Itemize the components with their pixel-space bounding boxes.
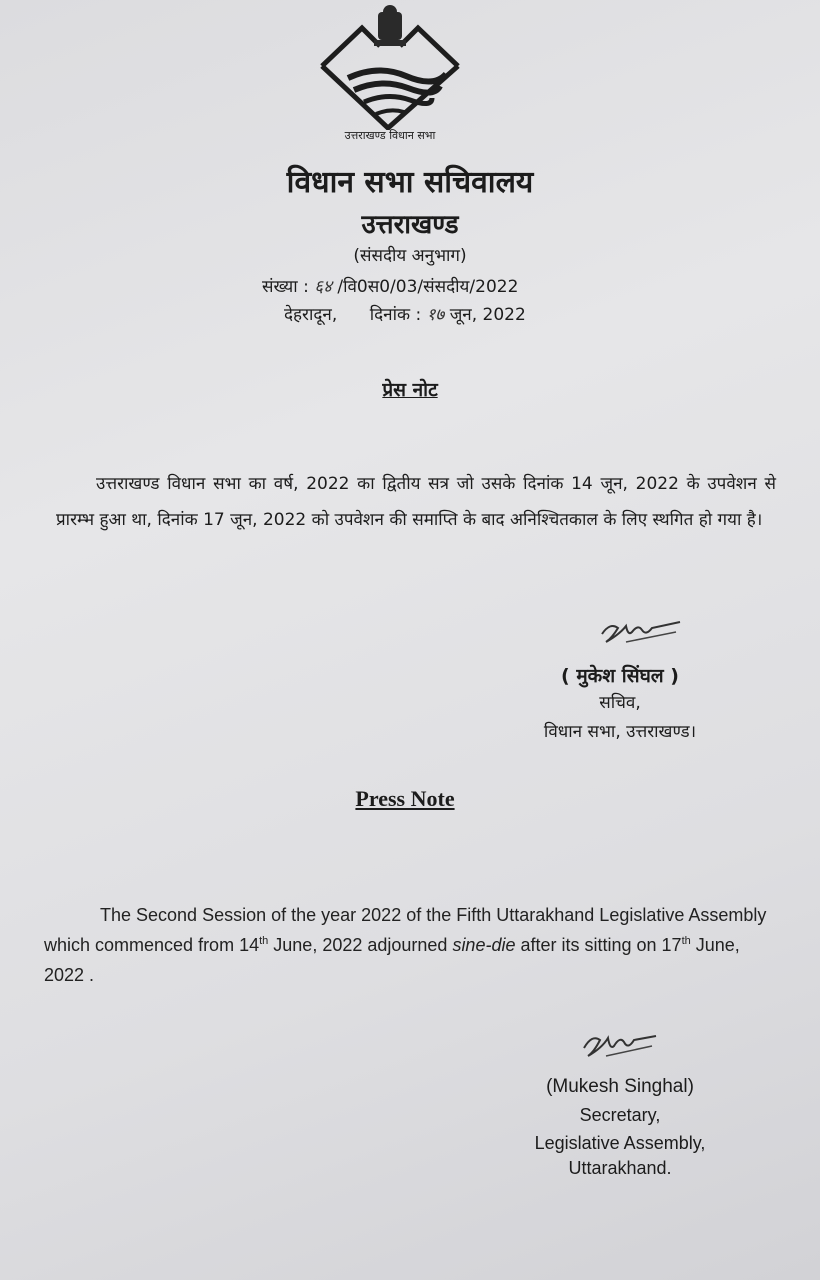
section-name: (संसदीय अनुभाग): [353, 246, 467, 266]
ordinal-suffix-1: th: [259, 935, 269, 947]
english-signatory-name: (Mukesh Singhal): [546, 1076, 694, 1097]
uttarakhand-assembly-emblem-icon: [318, 2, 462, 130]
date-label: दिनांक :: [369, 305, 422, 325]
english-signatory-office: Legislative Assembly,: [534, 1133, 706, 1153]
english-press-note-body: [44, 900, 770, 990]
body-part-4: June, 2022 .: [44, 935, 740, 985]
hindi-press-note-title: प्रेस नोट: [382, 379, 438, 401]
english-signatory-state: Uttarakhand.: [568, 1158, 672, 1178]
reference-suffix: /वि0स0/03/संसदीय/2022: [337, 277, 519, 297]
ordinal-suffix-2: th: [681, 935, 691, 947]
signature-icon: [580, 1024, 660, 1064]
body-part-2: June, 2022 adjourned: [268, 935, 453, 955]
hindi-signatory-designation: सचिव,: [599, 693, 641, 713]
hindi-signatory-office: विधान सभा, उत्तराखण्ड।: [543, 722, 697, 742]
reference-label: संख्या :: [262, 277, 309, 297]
reference-number: [262, 274, 582, 297]
place: देहरादून,: [284, 305, 338, 325]
secretariat-title: विधान सभा सचिवालय: [286, 165, 534, 200]
state-title: उत्तराखण्ड: [361, 210, 459, 240]
hindi-press-note-body: उत्तराखण्ड विधान सभा का वर्ष, 2022 का द्वितीय सत्र जो उसके दिनांक 14 जून, 2022 के उपवेशन से प्रारम्भ हुआ था, दिनांक 17 जून, 2022 को उपवेशन की समाप्ति के बाद अनिश्चितकाल के लिए स्थगित हो गया है।: [56, 474, 776, 530]
body-part-1: The Second Session of the year 2022 of the Fifth Uttarakhand Legislative Assembly which commenced from 14: [44, 905, 767, 955]
place-date: [284, 302, 604, 325]
hindi-signatory-name: ( मुकेश सिंघल ): [561, 665, 679, 687]
body-part-3: after its sitting on 17: [515, 935, 682, 955]
sine-die-phrase: sine-die: [452, 935, 516, 955]
emblem-caption: उत्तराखण्ड विधान सभा: [344, 129, 436, 142]
date-handwritten-day: १७: [426, 305, 445, 325]
english-press-note-title: Press Note: [355, 786, 455, 811]
signature-icon: [596, 612, 686, 652]
date-rest: जून, 2022: [449, 305, 526, 325]
reference-handwritten-number: ६४: [314, 277, 332, 297]
english-signatory-designation: Secretary,: [579, 1105, 661, 1125]
